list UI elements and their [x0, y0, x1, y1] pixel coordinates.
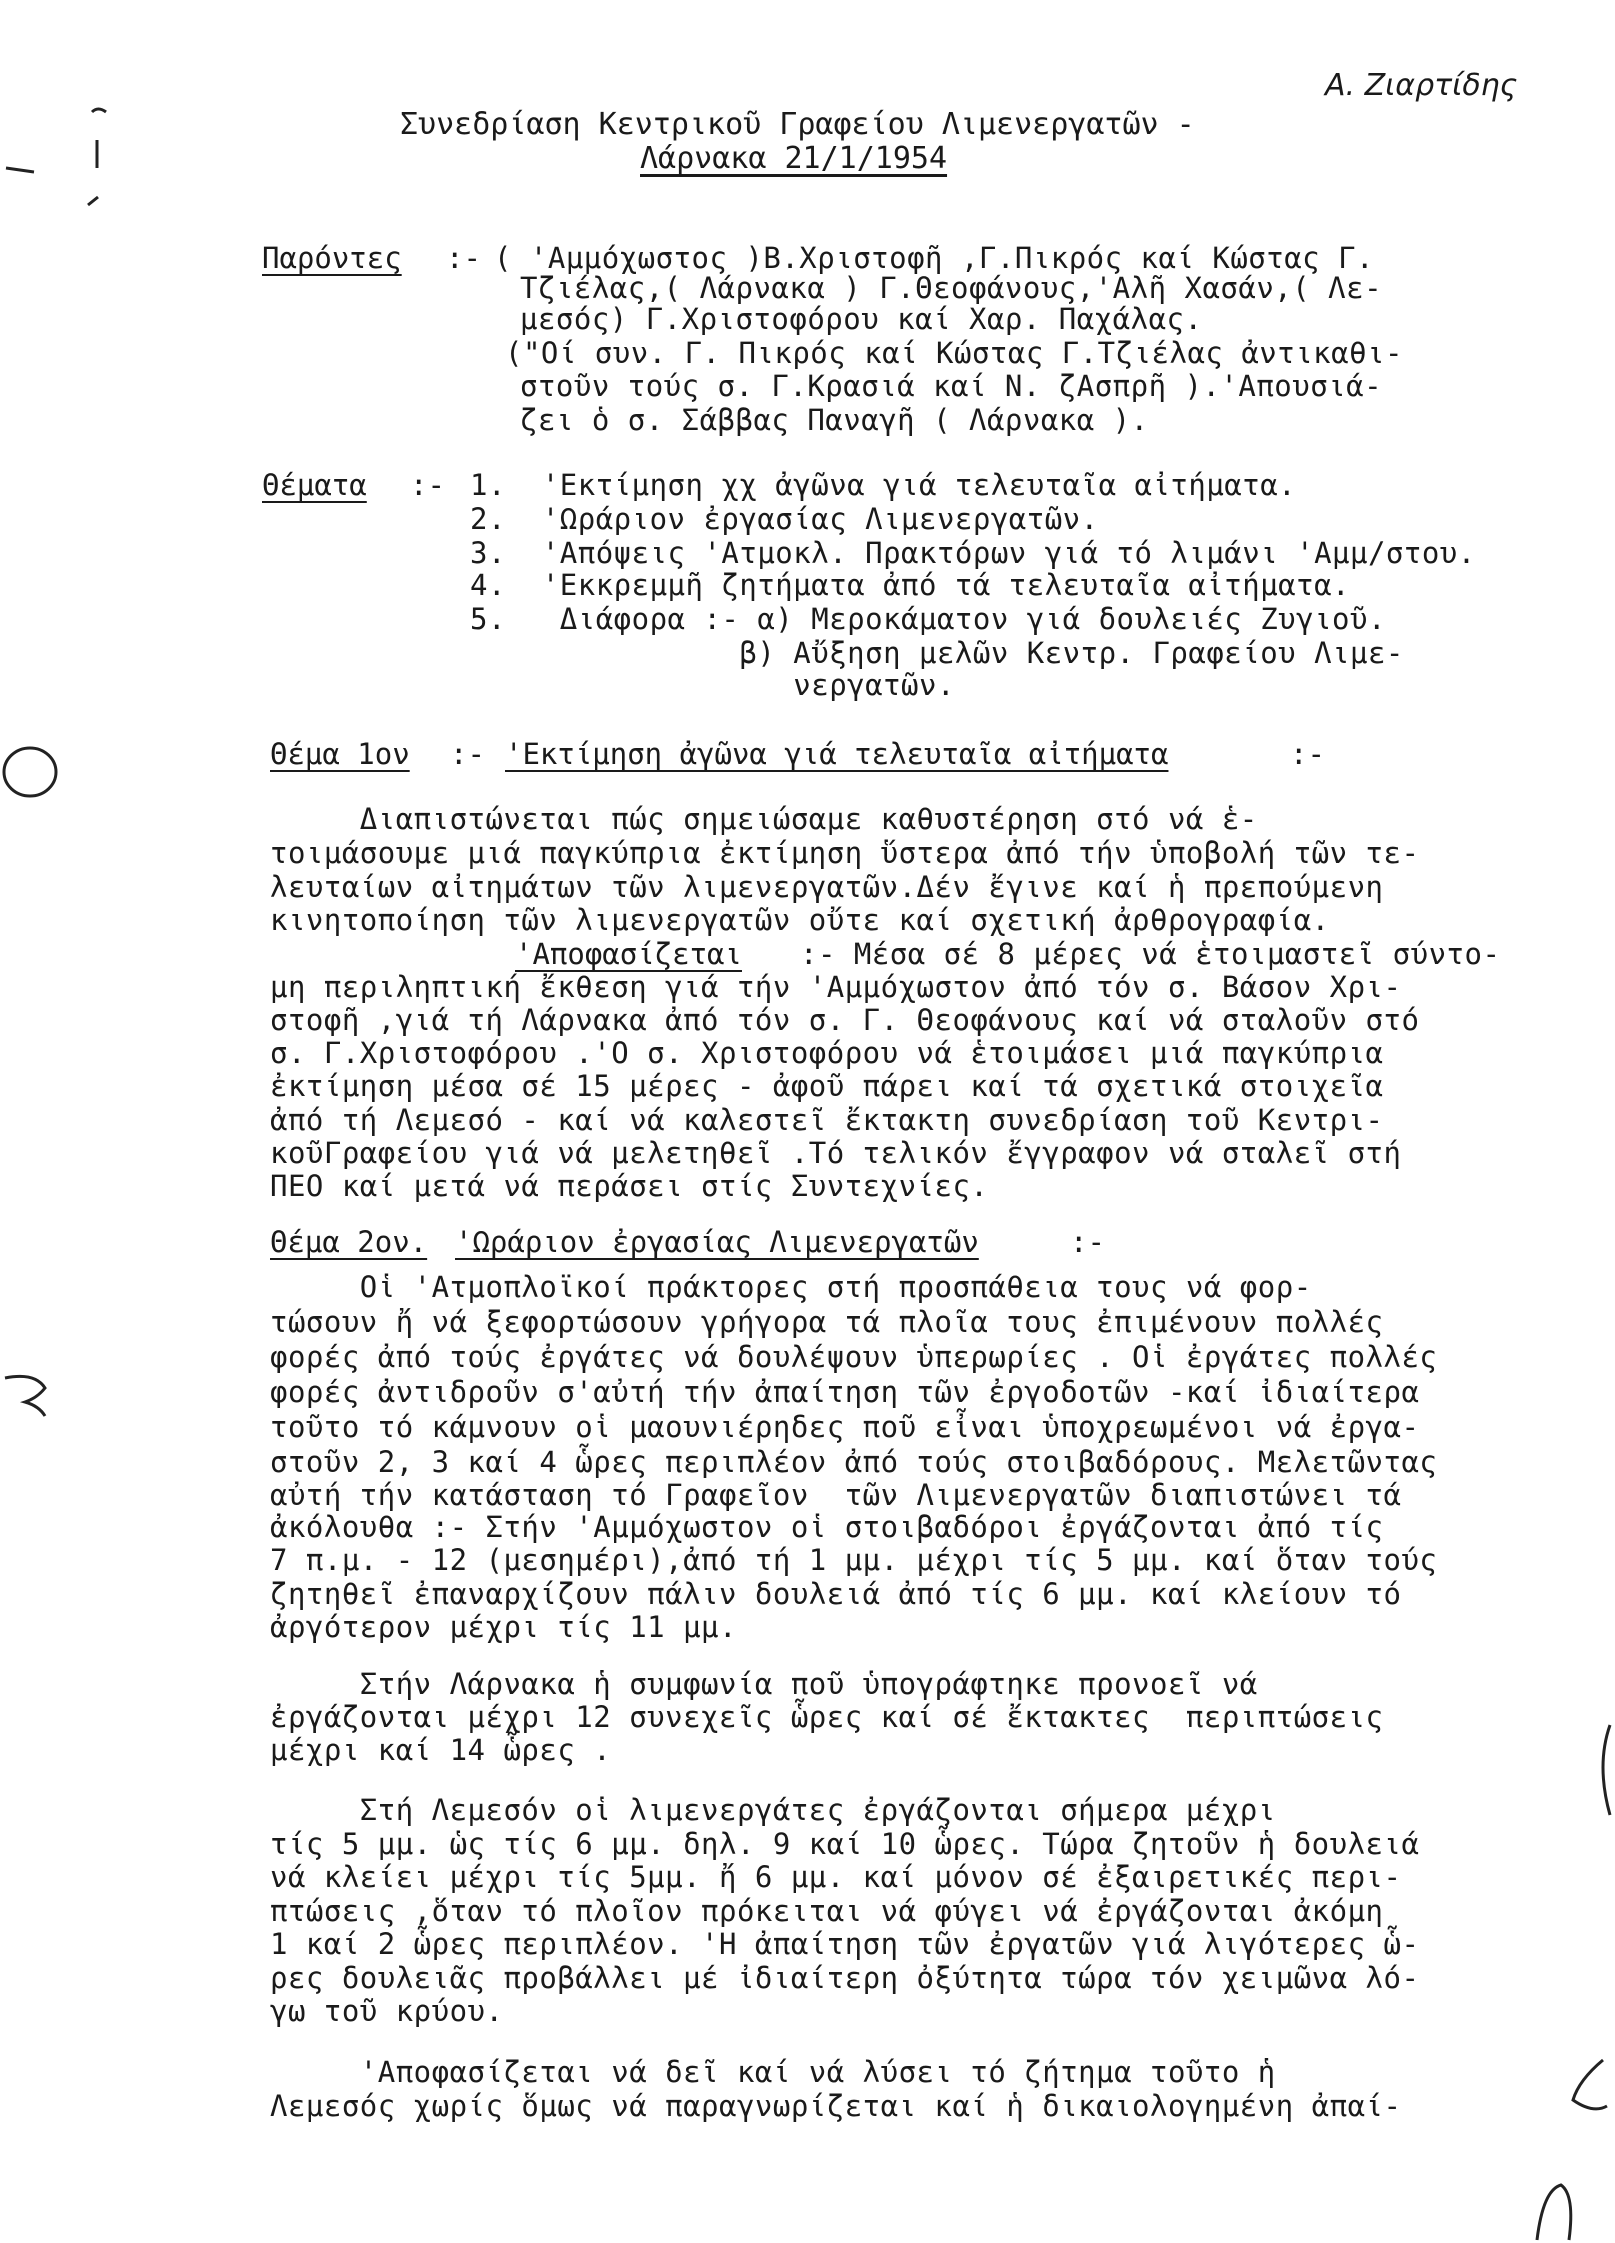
topic1-line: λευταίων αἰτημάτων τῶν λιμενεργατῶν.Δέν ἔγινε καί ἡ πρεπούμενη: [270, 870, 1384, 904]
agenda-item: 1. 'Εκτίμηση χχ ἀγῶνα γιά τελευταῖα αἰτήματα.: [470, 468, 1297, 502]
topic1-decision-label: 'Αποφασίζεται: [515, 937, 742, 971]
topic1-heading-end: :-: [1290, 737, 1325, 771]
agenda-label: Θέματα: [262, 468, 367, 502]
topic2-para4-line: 'Αποφασίζεται νά δεῖ καί νά λύσει τό ζήτημα τοῦτο ἡ: [270, 2055, 1276, 2089]
attendees-line: στοῦν τούς σ. Γ.Κρασιά καί Ν. ζΑσπρῆ ).'Απουσιά-: [520, 369, 1383, 403]
topic2-para1-line: φορές ἀντιδροῦν σ'αὐτή τήν ἀπαίτηση τῶν ἐργοδοτῶν -καί ἰδιαίτερα: [270, 1375, 1420, 1409]
topic1-decision-line: ΠΕΟ καί μετά νά περάσει στίς Συντεχνίες.: [270, 1169, 989, 1203]
topic2-heading-end: :-: [1070, 1225, 1105, 1259]
topic1-heading-title: 'Εκτίμηση ἀγῶνα γιά τελευταῖα αἰτήματα: [505, 737, 1169, 771]
topic2-para2-line: ἐργάζονται μέχρι 12 συνεχεῖς ὧρες καί σέ ἔκτακτες περιπτώσεις: [270, 1700, 1384, 1734]
topic2-para1-line: τοῦτο τό κάμνουν οἱ μαουνιέρηδες ποῦ εἶναι ὑποχρεωμένοι νά ἐργα-: [270, 1410, 1420, 1444]
topic1-decision-line: κοῦΓραφείου γιά νά μελετηθεῖ .Τό τελικόν ἔγγραφον νά σταλεῖ στή: [270, 1136, 1402, 1170]
topic2-para1-line: ἀκόλουθα :- Στήν 'Αμμόχωστον οἱ στοιβαδόροι ἐργάζονται ἀπό τίς: [270, 1510, 1384, 1544]
topic1-line: τοιμάσουμε μιά παγκύπρια ἐκτίμηση ὕστερα ἀπό τήν ὑποβολή τῶν τε-: [270, 836, 1420, 870]
margin-tick: [6, 168, 34, 172]
topic2-para2-line: μέχρι καί 14 ὧρες .: [270, 1733, 612, 1767]
agenda-item: 3. 'Απόψεις 'Ατμοκλ. Πρακτόρων γιά τό λιμάνι 'Αμμ/στου.: [470, 536, 1476, 570]
topic2-para1-line: ζητηθεῖ ἐπαναρχίζουν πάλιν δουλειά ἀπό τίς 6 μμ. καί κλείουν τό: [270, 1577, 1402, 1611]
attendees-line: ( 'Αμμόχωστος )Β.Χριστοφῆ ,Γ.Πικρός καί Κώστας Γ.: [494, 241, 1375, 275]
punch-hole-circle: [4, 748, 56, 796]
topic2-para3-line: γω τοῦ κρύου.: [270, 1994, 504, 2028]
agenda-item: 5. Διάφορα :- α) Μεροκάματον γιά δουλειές Ζυγιοῦ.: [470, 602, 1386, 636]
topic1-heading-sep: :-: [450, 737, 485, 771]
agenda-item: 4. 'Εκκρεμμῆ ζητήματα ἀπό τά τελευταῖα αἰτήματα.: [470, 568, 1351, 602]
topic1-decision-line: ἀπό τή Λεμεσό - καί νά καλεστεῖ ἔκτακτη συνεδρίαση τοῦ Κεντρι-: [270, 1103, 1384, 1137]
topic2-para3-line: 1 καί 2 ὧρες περιπλέον. 'Η ἀπαίτηση τῶν ἐργατῶν γιά λιγότερες ὧ-: [270, 1927, 1420, 1961]
topic1-decision-line: ἐκτίμηση μέσα σέ 15 μέρες - ἀφοῦ πάρει καί τά σχετικά στοιχεῖα: [270, 1069, 1384, 1103]
right-bracket: [1603, 1725, 1610, 1815]
bottom-mark: [1537, 2185, 1571, 2240]
agenda-sep: :-: [410, 468, 445, 502]
agenda-item: β) Αὔξηση μελῶν Κεντρ. Γραφείου Λιμε-: [470, 636, 1404, 670]
topic1-line: κινητοποίηση τῶν λιμενεργατῶν οὔτε καί σχετική ἀρθρογραφία.: [270, 903, 1330, 937]
agenda-item: νεργατῶν.: [470, 668, 955, 702]
topic2-para3-line: τίς 5 μμ. ὡς τίς 6 μμ. δηλ. 9 καί 10 ὧρες. Τώρα ζητοῦν ἡ δουλειά: [270, 1827, 1420, 1861]
margin-tick: [92, 109, 106, 112]
topic1-line: Διαπιστώνεται πώς σημειώσαμε καθυστέρηση στό νά ἑ-: [270, 802, 1258, 836]
handwritten-annotation: Α. Ζιαρτίδης: [1325, 68, 1518, 103]
topic1-heading-label: Θέμα 1ον: [270, 737, 410, 771]
page-title: Συνεδρίαση Κεντρικοῦ Γραφείου Λιμενεργατῶν -: [400, 107, 1195, 142]
topic1-decision-line: σ. Γ.Χριστοφόρου .'Ο σ. Χριστοφόρου νά ἑτοιμάσει μιά παγκύπρια: [270, 1036, 1384, 1070]
attendees-label: Παρόντες: [262, 241, 402, 275]
topic1-decision-first: :- Μέσα σέ 8 μέρες νά ἑτοιμαστεῖ σύντο-: [800, 937, 1501, 971]
topic2-para3-line: Στή Λεμεσόν οἱ λιμενεργάτες ἐργάζονται σήμερα μέχρι: [270, 1793, 1276, 1827]
diamond-mark: [1573, 2060, 1607, 2109]
attendees-line: μεσός) Γ.Χριστοφόρου καί Χαρ. Παχάλας.: [520, 302, 1203, 336]
topic2-para1-line: αὐτή τήν κατάσταση τό Γραφεῖον τῶν Λιμενεργατῶν διαπιστώνει τά: [270, 1478, 1402, 1512]
attendees-line: ("Οί συν. Γ. Πικρός καί Κώστας Γ.Τζιέλας ἀντικαθι-: [505, 336, 1403, 370]
margin-tick: [88, 197, 98, 205]
page-subtitle-date: Λάρνακα 21/1/1954: [640, 141, 948, 176]
attendees-line: Τζιέλας,( Λάρνακα ) Γ.Θεοφάνους,'Αλῆ Χασάν,( Λε-: [520, 271, 1383, 305]
topic2-heading-label: Θέμα 2ον.: [270, 1225, 428, 1259]
topic2-para1-line: στοῦν 2, 3 καί 4 ὧρες περιπλέον ἀπό τούς στοιβαδόρους. Μελετῶντας: [270, 1445, 1438, 1479]
attendees-line: ζει ὁ σ. Σάββας Παναγῆ ( Λάρνακα ).: [520, 403, 1149, 437]
topic2-para1-line: 7 π.μ. - 12 (μεσημέρι),ἀπό τή 1 μμ. μέχρι τίς 5 μμ. καί ὅταν τούς: [270, 1543, 1438, 1577]
topic1-decision-line: μη περιληπτική ἔκθεση γιά τήν 'Αμμόχωστον ἀπό τόν σ. Βάσον Χρι-: [270, 970, 1402, 1004]
topic2-para1-line: Οἱ 'Ατμοπλοϊκοί πράκτορες στή προσπάθεια τους νά φορ-: [270, 1270, 1312, 1304]
topic2-para1-line: ἀργότερον μέχρι τίς 11 μμ.: [270, 1610, 737, 1644]
topic2-para2-line: Στήν Λάρνακα ἡ συμφωνία ποῦ ὑπογράφτηκε προνοεῖ νά: [270, 1667, 1258, 1701]
agenda-item: 2. 'Ωράριον ἐργασίας Λιμενεργατῶν.: [470, 502, 1099, 536]
topic2-para3-line: πτώσεις ,ὅταν τό πλοῖον πρόκειται νά φύγει νά ἐργάζονται ἀκόμη: [270, 1894, 1384, 1928]
topic2-para1-line: φορές ἀπό τούς ἐργάτες νά δουλέψουν ὑπερωρίες . Οἱ ἐργάτες πολλές: [270, 1340, 1438, 1374]
topic2-para1-line: τώσουν ἤ νά ξεφορτώσουν γρήγορα τά πλοῖα τους ἐπιμένουν πολλές: [270, 1305, 1384, 1339]
topic2-para4-line: Λεμεσός χωρίς ὅμως νά παραγνωρίζεται καί ἡ δικαιολογημένη ἀπαί-: [270, 2089, 1402, 2123]
attendees-sep: :-: [446, 241, 481, 275]
topic2-para3-line: ρες δουλειᾶς προβάλλει μέ ἰδιαίτερη ὀξύτητα τώρα τόν χειμῶνα λό-: [270, 1961, 1420, 1995]
topic1-decision-line: στοφῆ ,γιά τή Λάρνακα ἀπό τόν σ. Γ. Θεοφάνους καί νά σταλοῦν στό: [270, 1003, 1420, 1037]
margin-bracket: [5, 1376, 45, 1416]
topic2-para3-line: νά κλείει μέχρι τίς 5μμ. ἤ 6 μμ. καί μόνον σέ ἐξαιρετικές περι-: [270, 1860, 1402, 1894]
topic2-heading-title: 'Ωράριον ἐργασίας Λιμενεργατῶν: [455, 1225, 979, 1259]
